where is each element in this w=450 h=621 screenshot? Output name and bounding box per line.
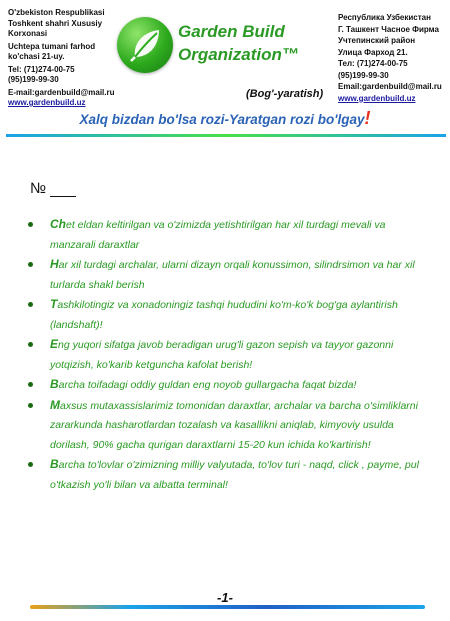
number-blank: [50, 184, 76, 197]
brand-name-line1: Garden Build: [178, 22, 285, 41]
number-label: №: [30, 180, 47, 197]
page-number: -1-: [217, 590, 233, 605]
item-initial: B: [50, 457, 59, 471]
item-text: ng yuqori sifatga javob beradigan urug'li gazon sepish va tayyor gazonni yotqizish, ko'karib ketguncha kafolat berish!: [50, 339, 394, 371]
item-text: axsus mutaxassislarimiz tomonidan daraxtlar, archalar va barcha o'simliklarni zararkunda hasharotlardan tozalash va kasallikni aniqlab, kimyoviy usulda dorilash, 90% gacha qurigan daraxtlarni 15-20 kun ichida ko'kartirish!: [50, 399, 418, 451]
item-initial: B: [50, 377, 59, 391]
header-left-line: Tel: (71)274-00-75: [8, 64, 75, 74]
item-initial: E: [50, 337, 59, 351]
leaf-icon: [117, 17, 173, 73]
bullet-icon: [28, 382, 33, 387]
item-initial: M: [50, 397, 60, 412]
website-link-right[interactable]: www.gardenbuild.uz: [338, 93, 416, 103]
header-right-line: (95)199-99-30: [338, 70, 389, 80]
list-item: [22, 375, 432, 396]
header-right-line: Г. Ташкент Часное Фирма: [338, 24, 439, 34]
header-right-line: Учтепинский район: [338, 36, 416, 45]
bullet-icon: [28, 262, 33, 267]
header-left-line: O'zbekiston Respublikasi: [8, 8, 105, 17]
header-left-contact: [8, 8, 126, 109]
bullet-icon: [28, 462, 33, 467]
list-item: [22, 295, 432, 335]
header-left-line: (95)199-99-30: [8, 75, 59, 84]
item-text: archa to'lovlar o'zimizning milliy valyutada, to'lov turi - naqd, click , payme, pul o'tkazish yo'li bilan va albatta terminal!: [50, 459, 419, 491]
header-divider: [6, 134, 446, 137]
item-initial: T: [50, 297, 58, 311]
services-list: [22, 215, 432, 495]
header-left-line: Korxonasi: [8, 29, 48, 38]
slogan-text: Xalq bizdan bo'lsa rozi-Yaratgan rozi bo'lgay: [79, 112, 365, 127]
header-right-line: Республика Узбекистан: [338, 13, 431, 22]
item-initial: Ch: [50, 217, 66, 231]
item-text: ashkilotingiz va xonadoningiz tashqi hududini ko'm-ko'k bog'ga aylantirish (landshaft)!: [50, 299, 398, 331]
header-right-line: Тел: (71)274-00-75: [338, 59, 408, 68]
header-left-line: E-mail:gardenbuild@mail.ru: [8, 87, 115, 97]
document-number: [30, 180, 76, 197]
bullet-icon: [28, 403, 33, 408]
item-text: ar xil turdagi archalar, ularni dizayn orqali konussimon, silindrsimon va har xil turlarda shakl berish: [50, 259, 415, 291]
bullet-icon: [28, 222, 33, 227]
header-right-line: Улица Фарход 21.: [338, 47, 408, 57]
footer-divider: [30, 605, 425, 609]
brand-name-line2: Organization™: [178, 45, 299, 64]
bullet-icon: [28, 342, 33, 347]
item-initial: H: [50, 257, 59, 271]
list-item: [22, 215, 432, 255]
header-left-line: Toshkent shahri Xususiy: [8, 18, 103, 28]
header-right-contact: [338, 12, 450, 104]
header-left-line: Uchtepa tumani farhod: [8, 41, 96, 51]
header-right-line: Email:gardenbuild@mail.ru: [338, 82, 442, 91]
list-item: [22, 455, 432, 495]
slogan-exclamation: !: [364, 108, 371, 128]
bullet-icon: [28, 302, 33, 307]
list-item: [22, 396, 432, 456]
item-text: archa toifadagi oddiy guldan eng noyob gullargacha faqat bizda!: [58, 379, 357, 391]
slogan: [0, 108, 450, 129]
website-link-left[interactable]: www.gardenbuild.uz: [8, 98, 86, 107]
list-item: [22, 335, 432, 375]
brand-name: [178, 20, 338, 66]
brand-logo: [117, 17, 173, 73]
item-text: et eldan keltirilgan va o'zimizda yetishtirilgan har xil turdagi mevali va manzarali daraxtlar: [50, 219, 386, 251]
brand-tagline: (Bog'-yaratish): [246, 88, 324, 100]
list-item: [22, 255, 432, 295]
header-left-line: ko'chasi 21-uy.: [8, 52, 65, 61]
